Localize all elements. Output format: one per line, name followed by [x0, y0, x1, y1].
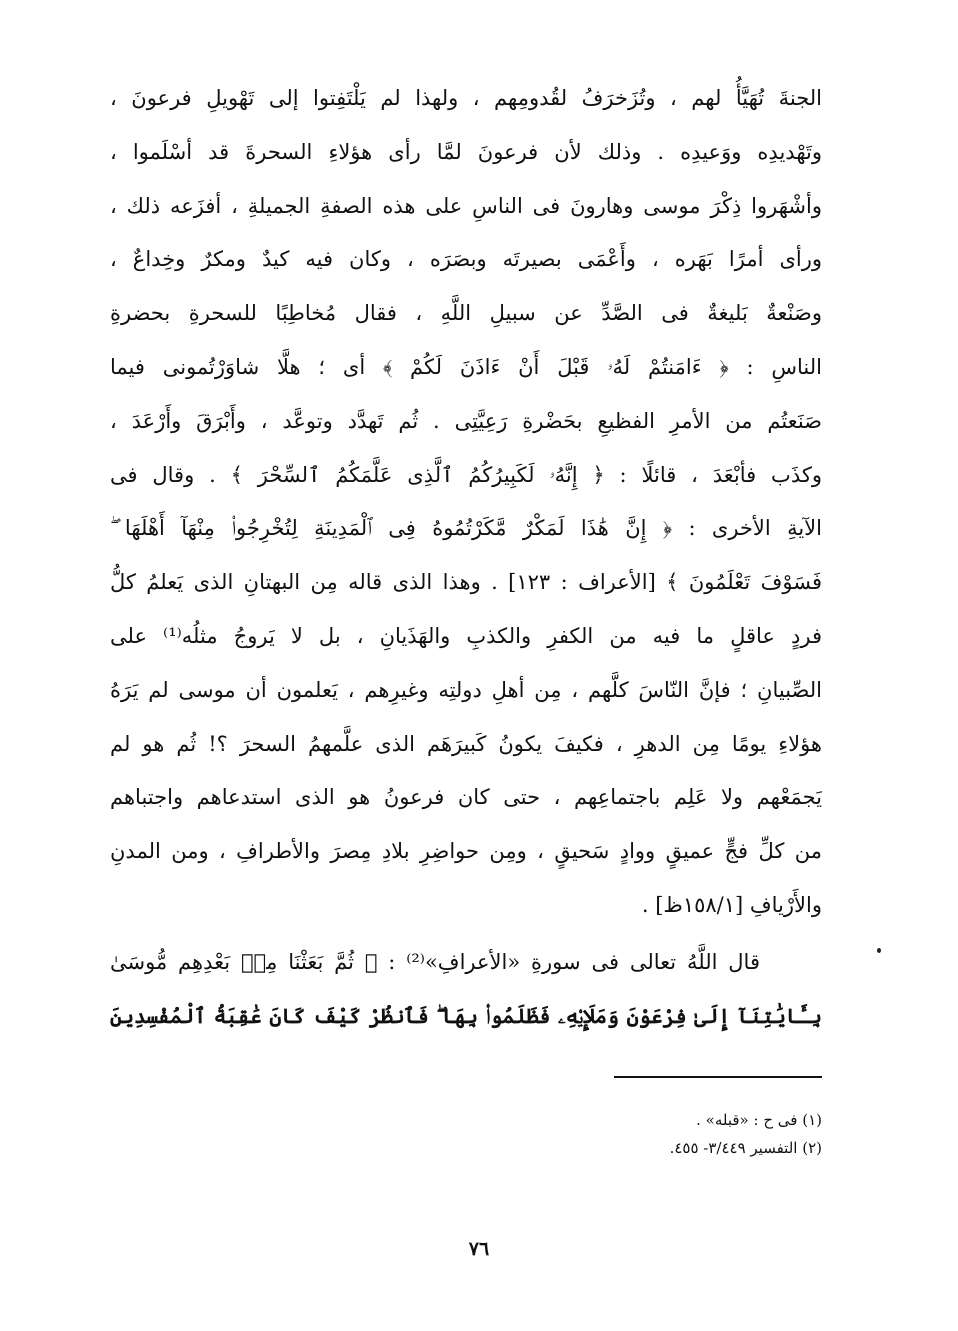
- footnotes: [500, 1106, 822, 1162]
- body-line: والأَرْيافِ [١٥٨/١ظ] .: [641, 892, 822, 917]
- quran-verse-line: بِـَٔايَٰتِنَآ إِلَىٰ فِرْعَوْنَ وَمَلَإِي۟هِۦ فَظَلَمُوا۟ بِهَا ۖ فَٱنظُرْ كَيْفَ كَانَ عَٰقِبَةُ ٱلْمُفْسِدِينَ: [110, 1003, 822, 1028]
- body-line: وتَهْديدِه ووَعيدِه . وذلك لأن فرعونَ لمَّا رأى هؤلاءِ السحرةَ قد أسْلَموا ،: [110, 139, 822, 164]
- body-line: هؤلاءِ يومًا مِن الدهرِ ، فكيفَ يكونُ كَبيرَهَم الذى علَّمهمُ السحرَ ؟! ثُم هو لم: [110, 731, 822, 756]
- body-line: الصِّبيانِ ؛ فإنَّ النّاسَ كلَّهم ، مِن أهلِ دولتِه وغيرِهم ، يَعلمون أن موسى لم يَرَهُ: [110, 677, 822, 702]
- body-line: يَجمَعْهم ولا عَلِم باجتماعِهم ، حتى كان فرعونُ هو الذى استدعاهم واجتباهم: [110, 785, 822, 810]
- body-line: وصَنْعةٌ بَليغةٌ فى الصَّدِّ عن سبيلِ اللَّهِ ، فقال مُخاطِبًا للسحرةِ بحضرةِ: [110, 301, 822, 326]
- footnote-1: (١) فى ح : «قبله» .: [696, 1111, 822, 1129]
- citation-line: قال اللَّهُ تعالى فى سورةِ «الأعرافِ»⁽²⁾ : ﴿ ثُمَّ بَعَثْنَا مِنۢ بَعْدِهِم مُّوسَىٰ: [110, 950, 760, 974]
- body-line: فَسَوْفَ تَعْلَمُونَ ﴾ [الأعراف : ١٢٣] . وهذا الذى قاله مِن البهتانِ الذى يَعلمُ كلُّ: [110, 570, 822, 595]
- body-line: صَنَعتُم من الأمرِ الفظيعِ بحَضْرةِ رَعِيَّتِى . ثُم تَهدَّد وتوعَّد ، وأَبْرَقَ وأَرْعَدَ ،: [110, 408, 822, 433]
- body-line: الجنةَ تُهَيَّأُ لهم ، وتُزَخرَفُ لقُدومِهم ، ولهذا لم يَلْتَفِتوا إلى تَهْويلِ فرعونَ ،: [110, 86, 822, 110]
- body-line: ورأى أمرًا بَهَره ، وأَعْمَى بصيرتَه وبصَرَه ، وكان فيه كيدٌ ومكرٌ وخِداعٌ ،: [110, 247, 822, 272]
- page-number: ٧٦: [468, 1238, 490, 1260]
- body-line: الناسِ : ﴿ ءَامَنتُمْ لَهُۥ قَبْلَ أَنْ ءَاذَنَ لَكُمْ ﴾ أى ؛ هلَّا شاوَرْتُمونى فيما: [110, 354, 822, 379]
- body-line: فردٍ عاقلٍ ما فيه من الكفرِ والكذبِ والهَذَيانِ ، بل لا يَروجُ مثلُه⁽¹⁾ على: [110, 623, 822, 648]
- quran-citation-paragraph: [110, 936, 822, 1044]
- body-line: وكذَب فأبْعَدَ ، قائلًا : ﴿ إِنَّهُۥ لَكَبِيرُكُمُ ٱلَّذِى عَلَّمَكُمُ ٱلسِّحْرَ ﴾ . وقال فى: [110, 462, 822, 487]
- footnote-2: (٢) التفسير ٣/٤٤٩- ٤٥٥.: [669, 1139, 822, 1157]
- scan-speck: [877, 948, 881, 953]
- body-line: الآيةِ الأخرى : ﴿ إِنَّ هَٰذَا لَمَكْرٌ مَّكَرْتُمُوهُ فِى ٱلْمَدِينَةِ لِتُخْرِجُوا۟ مِنْهَآ أَهْلَهَا ۖ: [110, 516, 822, 541]
- main-body-text: [110, 72, 822, 933]
- body-line: وأشْهَروا ذِكْرَ موسى وهارونَ فى الناسِ على هذه الصفةِ الجميلةِ ، أفزَعه ذلك ،: [110, 193, 822, 218]
- footnote-divider: [614, 1076, 822, 1078]
- body-line: من كلِّ فجٍّ عميقٍ ووادٍ سَحيقٍ ، ومِن حواضِرِ بلادِ مِصرَ والأطرافِ ، ومن المدنِ: [110, 839, 822, 864]
